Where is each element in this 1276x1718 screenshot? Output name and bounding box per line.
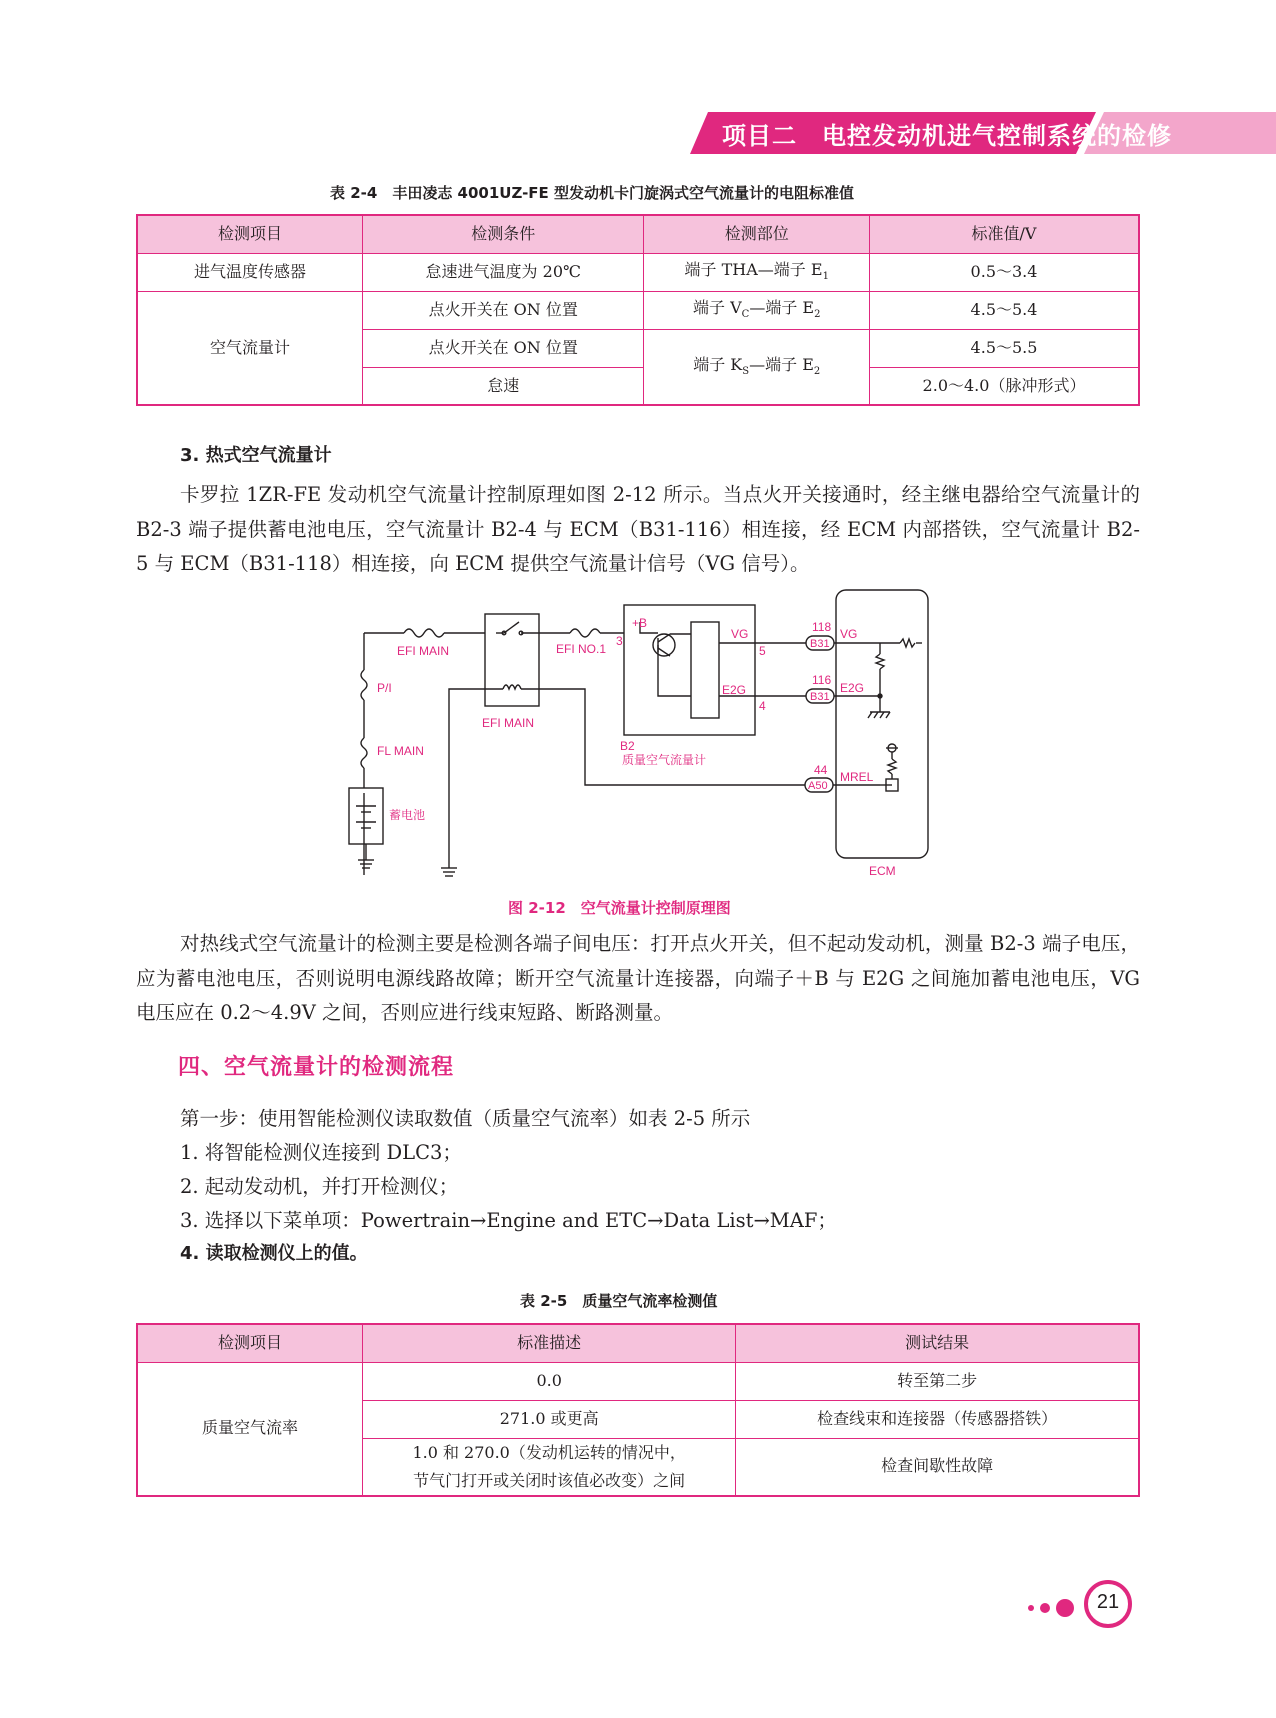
section-heading-4: 四、空气流量计的检测流程	[178, 1055, 455, 1080]
location-subscript: C	[741, 309, 750, 321]
result-cell: 检查线束和连接器（传感器搭铁）	[736, 1400, 1139, 1438]
condition-cell: 点火开关在 ON 位置	[363, 329, 644, 367]
step-item: 3. 选择以下菜单项：Powertrain→Engine and ETC→Data List→MAF；	[180, 1209, 837, 1232]
location-subscript: S	[742, 366, 750, 378]
standard-cell: 0.0	[363, 1362, 736, 1400]
table-2-5-caption: 表 2-5 质量空气流率检测值	[520, 1292, 718, 1310]
value-cell: 4.5～5.5	[870, 329, 1139, 367]
table-header-row	[137, 1324, 1139, 1362]
table-2-4-caption: 表 2-4 丰田凌志 4001UZ-FE 型发动机卡门旋涡式空气流量计的电阻标准值	[330, 184, 855, 202]
location-subscript: 2	[813, 366, 821, 378]
location-text: —端子 E	[749, 355, 814, 375]
connector-label: B31	[810, 638, 830, 650]
step-intro: 第一步：使用智能检测仪读取数值（质量空气流率）如表 2-5 所示	[180, 1107, 751, 1130]
condition-cell: 怠速	[363, 367, 644, 405]
pin3-label: 3	[616, 634, 623, 648]
pin5-label: 5	[759, 644, 766, 658]
fl-main-label: FL MAIN	[377, 744, 424, 758]
condition-cell: 怠速进气温度为 20℃	[363, 253, 644, 291]
connector-label: B31	[810, 691, 830, 703]
step-item: 1. 将智能检测仪连接到 DLC3；	[180, 1141, 462, 1164]
pin116-label: 116	[812, 673, 832, 687]
value-cell: 0.5～3.4	[870, 253, 1139, 291]
location-subscript: 2	[814, 309, 821, 321]
mrel-label: MREL	[840, 770, 874, 784]
vg-label: VG	[731, 627, 749, 641]
figure-caption: 图 2-12 空气流量计控制原理图	[508, 899, 731, 917]
body-paragraph	[136, 927, 1140, 1031]
item-cell: 质量空气流率	[137, 1362, 363, 1496]
item-cell: 空气流量计	[137, 291, 363, 405]
battery-label: 蓄电池	[389, 808, 426, 822]
ecm-e2g-label: E2G	[840, 681, 865, 695]
location-text: 端子 K	[693, 355, 743, 375]
standard-cell: 271.0 或更高	[363, 1400, 736, 1438]
header-cell: 标准描述	[363, 1324, 736, 1362]
header-cell: 检测条件	[363, 215, 644, 253]
header-cell: 标准值/V	[870, 215, 1139, 253]
table-2-5	[136, 1323, 1140, 1497]
section-heading: 3. 热式空气流量计	[180, 445, 332, 466]
pin44-label: 44	[814, 763, 828, 777]
location-text: 端子 V	[693, 298, 742, 318]
efi-main-relay-label: EFI MAIN	[482, 716, 535, 730]
plus-b-label: +B	[632, 616, 648, 630]
standard-line: 1.0 和 270.0（发动机运转的情况中，	[412, 1442, 686, 1462]
header-cell: 检测部位	[644, 215, 870, 253]
pin4-label: 4	[759, 699, 766, 713]
b2-label: B2	[620, 739, 635, 753]
standard-line: 节气门打开或关闭时该值必改变）之间	[413, 1470, 686, 1490]
standard-cell	[363, 1438, 736, 1496]
header-cell: 检测项目	[137, 215, 363, 253]
result-cell: 检查间歇性故障	[736, 1438, 1139, 1496]
ecm-label: ECM	[869, 864, 896, 878]
step-item: 4. 读取检测仪上的值。	[180, 1243, 368, 1264]
value-cell: 2.0～4.0（脉冲形式）	[870, 367, 1139, 405]
page-number: 21	[1096, 1591, 1120, 1613]
header-cell: 测试结果	[736, 1324, 1139, 1362]
e2g-label: E2G	[722, 683, 747, 697]
efi-no1-label: EFI NO.1	[556, 642, 607, 656]
value-cell: 4.5～5.4	[870, 291, 1139, 329]
pin118-label: 118	[812, 620, 832, 634]
condition-cell: 点火开关在 ON 位置	[363, 291, 644, 329]
b2-name-label: 质量空气流量计	[622, 753, 707, 767]
location-text: 端子 THA—端子 E	[684, 260, 823, 280]
location-subscript: 1	[822, 271, 829, 283]
paragraph-text: 对热线式空气流量计的检测主要是检测各端子间电压：打开点火开关，但不起动发动机，测量 B2-3 端子电压，应为蓄电池电压，否则说明电源线路故障；断开空气流量计连接器，向端子＋B 与 E2G 之间施加蓄电池电压，VG 电压应在 0.2～4.9V 之间，否则应进行线束短路、断路测量。	[136, 932, 1140, 1024]
header-cell: 检测项目	[137, 1324, 363, 1362]
page-dots-decoration	[1020, 1588, 1080, 1628]
paragraph-text: 卡罗拉 1ZR-FE 发动机空气流量计控制原理如图 2-12 所示。当点火开关接通时，经主继电器给空气流量计的 B2-3 端子提供蓄电池电压，空气流量计 B2-4 与 ECM（B31-116）相连接，经 ECM 内部搭铁，空气流量计 B2-5 与 ECM（B31-118）相连接，向 ECM 提供空气流量计信号（VG 信号）。	[136, 483, 1140, 575]
location-text: —端子 E	[749, 298, 815, 318]
step-item: 2. 起动发动机，并打开检测仪；	[180, 1175, 459, 1198]
pi-label: P/I	[377, 681, 392, 695]
chapter-title: 项目二 电控发动机进气控制系统的检修	[722, 122, 1172, 150]
table-row	[137, 1362, 1139, 1400]
connector-label: A50	[808, 780, 828, 792]
efi-main-fuse-label: EFI MAIN	[397, 644, 450, 658]
result-cell: 转至第二步	[736, 1362, 1139, 1400]
item-cell: 进气温度传感器	[137, 253, 363, 291]
ecm-vg-label: VG	[840, 627, 858, 641]
